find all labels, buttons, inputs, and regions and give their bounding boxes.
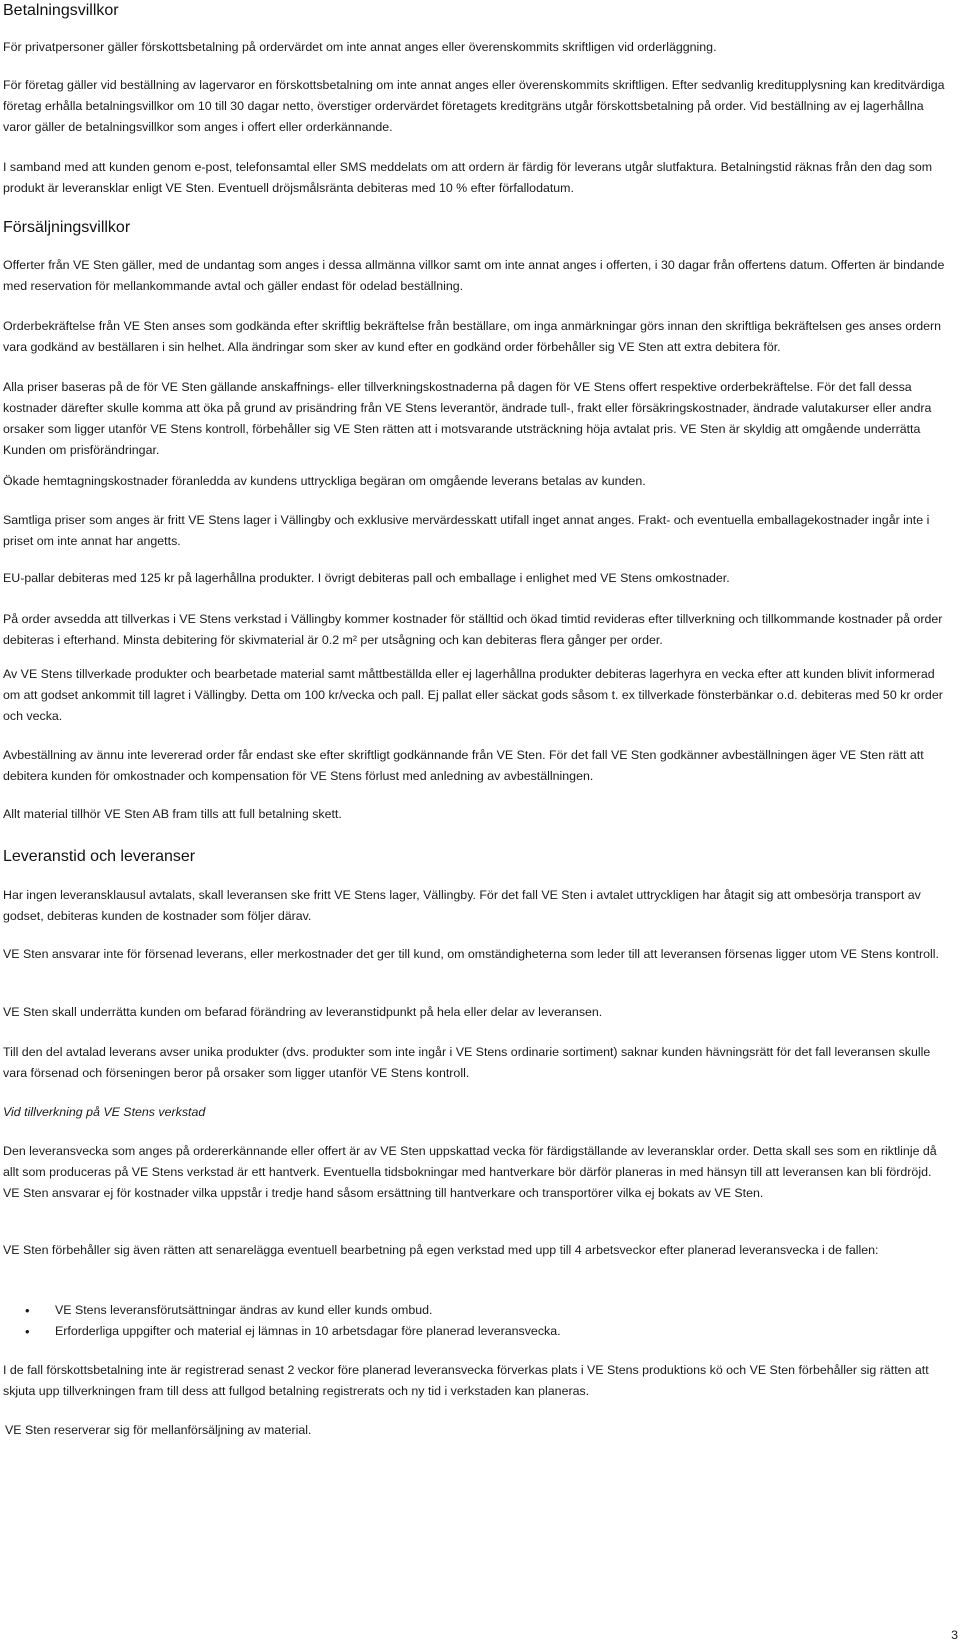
paragraph-delivery-reservation: VE Sten reserverar sig för mellanförsäljning av material. xyxy=(5,1423,312,1437)
paragraph-delivery-prepayment: I de fall förskottsbetalning inte är registrerad senast 2 veckor före planerad leveransvecka förverkas plats i VE Stens produktions kö och VE Sten förbehåller sig rätten att skjuta upp tillverkningen fram till dess att fullgod betalning registrerats och ny tid i verkstaden kan planeras. xyxy=(3,1363,929,1398)
paragraph-sales-pickup-costs: Ökade hemtagningskostnader föranledda av kundens uttryckliga begäran om omgående leverans betalas av kunden. xyxy=(3,474,646,488)
paragraph-delivery-notice: VE Sten skall underrätta kunden om befarad förändring av leveranstidpunkt på hela eller delar av leveransen. xyxy=(3,1005,603,1019)
paragraph-delivery-clause: Har ingen leveransklausul avtalats, skall leveransen ske fritt VE Stens lager, Vällingby. För det fall VE Sten i avtalet uttryckligen har åtagit sig att ombesörja transport av godset, debiteras kunden de kostnader som följer därav. xyxy=(3,888,921,923)
paragraph-payment-business: För företag gäller vid beställning av lagervaror en förskottsbetalning om inte annat anges eller överenskommits skriftligen. Efter sedvanlig kreditupplysning kan kreditvärdiga företag erhålla betalningsvillkor om 10 till 30 dagar netto, överstiger ordervärdet företagets kreditgräns utgår förskottsbetalning på order. Vid beställning av ej lagerhållna varor gäller de betalningsvillkor som anges i offert eller orderkännande. xyxy=(3,78,945,134)
heading-payment-terms: Betalningsvillkor xyxy=(3,2,119,19)
paragraph-sales-ownership: Allt material tillhör VE Sten AB fram tills att full betalning skett. xyxy=(3,807,342,821)
list-item xyxy=(25,1321,945,1342)
paragraph-sales-cancellation: Avbeställning av ännu inte levererad order får endast ske efter skriftligt godkännande från VE Sten. För det fall VE Sten godkänner avbeställningen äger VE Sten rätt att debitera kunden för omkostnader och kompensation för VE Stens förlust med anledning av avbeställningen. xyxy=(3,748,924,783)
paragraph-payment-final-invoice: I samband med att kunden genom e-post, telefonsamtal eller SMS meddelats om att ordern är färdig för leverans utgår slutfaktura. Betalningstid räknas från den dag som produkt är leveransklar enligt VE Sten. Eventuell dröjsmålsränta debiteras med 10 % efter förfallodatum. xyxy=(3,160,933,195)
paragraph-sales-storage-fee: Av VE Stens tillverkade produkter och bearbetade material samt måttbeställda eller ej lagerhållna produkter debiteras lagerhyra en vecka efter att kunden blivit informerad om att godset ankommit till lagret i Vällingby. Detta om 100 kr/vecka och pall. Ej pallat eller säckat gods såsom t. ex tillverkade fönsterbänkar o.d. debiteras med 50 kr order och vecka. xyxy=(3,667,943,723)
paragraph-sales-price-basis: Samtliga priser som anges är fritt VE Stens lager i Vällingby och exklusive mervärdesskatt utifall inget annat anges. Frakt- och eventuella emballagekostnader ingår inte i priset om inte annat har angetts. xyxy=(3,513,930,548)
heading-delivery: Leveranstid och leveranser xyxy=(3,848,196,865)
bullet-icon: • xyxy=(25,1324,30,1339)
list-item xyxy=(25,1300,945,1321)
paragraph-sales-eu-pallets: EU-pallar debiteras med 125 kr på lagerhållna produkter. I övrigt debiteras pall och emballage i enlighet med VE Stens omkostnader. xyxy=(3,571,730,585)
bullet-list xyxy=(25,1300,945,1342)
paragraph-sales-prices: Alla priser baseras på de för VE Sten gällande anskaffnings- eller tillverkningskostnaderna på dagen för VE Stens offert respektive orderbekräftelse. För det fall dessa kostnader därefter skulle komma att öka på grund av prisändring från VE Stens leverantör, ändrade tull-, frakt eller försäkringskostnader, ändrade valutakurser eller andra orsaker som ligger utanför VE Stens kontroll, förbehåller sig VE Sten rätten att i motsvarande utsträckning höja avtalat pris. VE Sten är skyldig att omgående underrätta Kunden om prisförändringar. xyxy=(3,380,932,457)
paragraph-delivery-unique-products: Till den del avtalad leverans avser unika produkter (dvs. produkter som inte ingår i VE Stens ordinarie sortiment) saknar kunden hävningsrätt för det fall leveransen skulle vara försenad och förseningen beror på orsaker som ligger utanför VE Stens kontroll. xyxy=(3,1045,931,1080)
page-number: 3 xyxy=(951,1628,958,1642)
list-item-text: VE Stens leveransförutsättningar ändras av kund eller kunds ombud. xyxy=(55,1303,433,1317)
paragraph-delivery-week: Den leveransvecka som anges på ordererkännande eller offert är av VE Sten uppskattad vecka för färdigställande av leveransklar order. Detta skall ses som en riktlinje då allt som produceras på VE Stens verkstad är ett hantverk. Eventuella tidsbokningar med hantverkare bör därför planeras in med hänsyn till att leveransen kan bli fördröjd. VE Sten ansvarar ej för kostnader vilka uppstår i tredje hand såsom ersättning till hantverkare och transportörer vilka ej bokats av VE Sten. xyxy=(3,1144,937,1200)
paragraph-sales-order-confirmation: Orderbekräftelse från VE Sten anses som godkända efter skriftlig bekräftelse från beställare, om inga anmärkningar görs innan den skriftliga bekräftelsen ges anses ordern vara godkänd av beställaren i sin helhet. Alla ändringar som sker av kund efter en godkänd order förbehåller sig VE Sten att extra debitera för. xyxy=(3,319,942,354)
bullet-icon: • xyxy=(25,1303,30,1318)
paragraph-sales-workshop-orders: På order avsedda att tillverkas i VE Stens verkstad i Vällingby kommer kostnader för ställtid och ökad timtid revideras efter tillverkning och tillkommande kostnader på order debiteras i efterhand. Minsta debitering för skivmaterial är 0.2 m² per utsågning och kan debiteras flera gånger per order. xyxy=(3,612,943,647)
paragraph-sales-offers: Offerter från VE Sten gäller, med de undantag som anges i dessa allmänna villkor samt om inte annat anges i offerten, i 30 dagar från offertens datum. Offerten är bindande med reservation för mellankommande avtal och gäller endast för odelad beställning. xyxy=(3,258,945,293)
subheading-workshop-manufacturing: Vid tillverkning på VE Stens verkstad xyxy=(3,1105,206,1119)
paragraph-delivery-postpone: VE Sten förbehåller sig även rätten att senarelägga eventuell bearbetning på egen verkstad med upp till 4 arbetsveckor efter planerad leveransvecka i de fallen: xyxy=(3,1243,879,1257)
paragraph-delivery-delay: VE Sten ansvarar inte för försenad leverans, eller merkostnader det ger till kund, om omständigheterna som leder till att leveransen försenas ligger utom VE Stens kontroll. xyxy=(3,947,939,961)
paragraph-payment-private: För privatpersoner gäller förskottsbetalning på ordervärdet om inte annat anges eller överenskommits skriftligen vid orderläggning. xyxy=(3,40,717,54)
list-item-text: Erforderliga uppgifter och material ej lämnas in 10 arbetsdagar före planerad leveransvecka. xyxy=(55,1324,561,1338)
heading-sales-terms: Försäljningsvillkor xyxy=(3,219,131,236)
